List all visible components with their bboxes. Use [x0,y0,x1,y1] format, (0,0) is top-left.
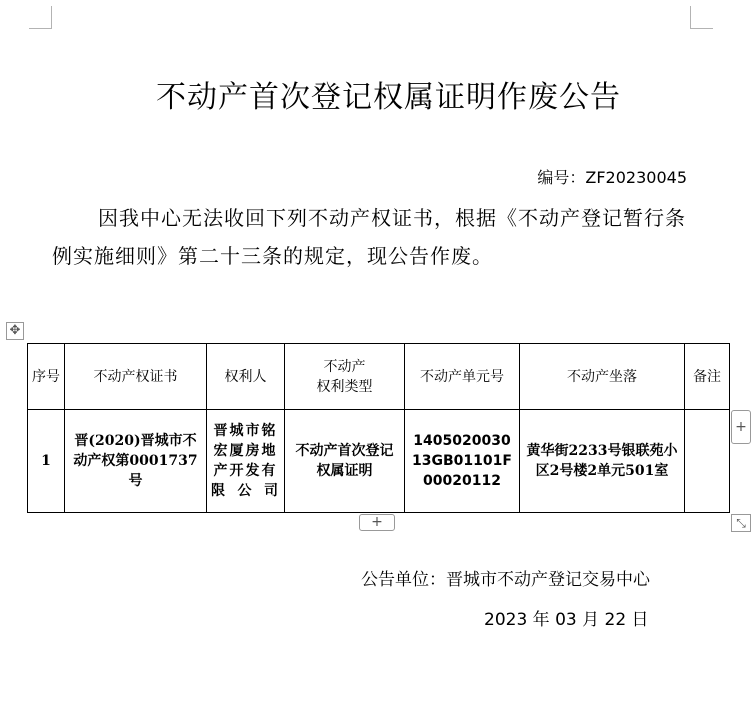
cell-certificate[interactable]: 晋(2020)晋城市不动产权第0001737号 [65,410,207,513]
header-right-type-line1: 不动产 [323,358,366,375]
cell-unit-no[interactable]: 140502003013GB01101F00020112 [405,410,520,513]
header-location[interactable]: 不动产坐落 [520,344,685,410]
document-number: 编号：ZF20230045 [537,168,687,187]
table-resize-handle-icon[interactable]: ⤡ [731,514,751,532]
cell-location[interactable]: 黄华街2233号银联苑小区2号楼2单元501室 [520,410,685,513]
table-header-row [28,344,730,410]
header-remark[interactable]: 备注 [685,344,730,410]
issuer-line: 公告单位：晋城市不动产登记交易中心 [361,570,650,590]
header-unit-no[interactable]: 不动产单元号 [405,344,520,410]
announcement-text: 因我中心无法收回下列不动产权证书，根据《不动产登记暂行条例实施细则》第二十三条的规定，现公告作废。 [52,206,686,268]
cell-seq[interactable]: 1 [28,410,65,513]
page-corner-mark-left [29,6,52,29]
issue-date: 2023 年 03 月 22 日 [484,610,649,630]
header-right-type[interactable] [285,344,405,410]
header-holder[interactable]: 权利人 [207,344,285,410]
certificate-table [27,343,730,513]
add-row-button[interactable]: + [359,514,395,531]
cell-right-type[interactable]: 不动产首次登记权属证明 [285,410,405,513]
header-right-type-line2: 权利类型 [316,378,373,395]
page-corner-mark-right [690,6,713,29]
table-row [28,410,730,513]
document-title: 不动产首次登记权属证明作废公告 [156,80,621,115]
header-certificate[interactable]: 不动产权证书 [65,344,207,410]
table-move-handle-icon[interactable]: ✥ [6,322,24,340]
header-seq[interactable]: 序号 [28,344,65,410]
cell-holder[interactable]: 晋城市铭宏厦房地产开发有限公司 [207,410,285,513]
announcement-paragraph [52,199,692,275]
add-column-button[interactable]: + [731,410,751,444]
cell-remark[interactable] [685,410,730,513]
